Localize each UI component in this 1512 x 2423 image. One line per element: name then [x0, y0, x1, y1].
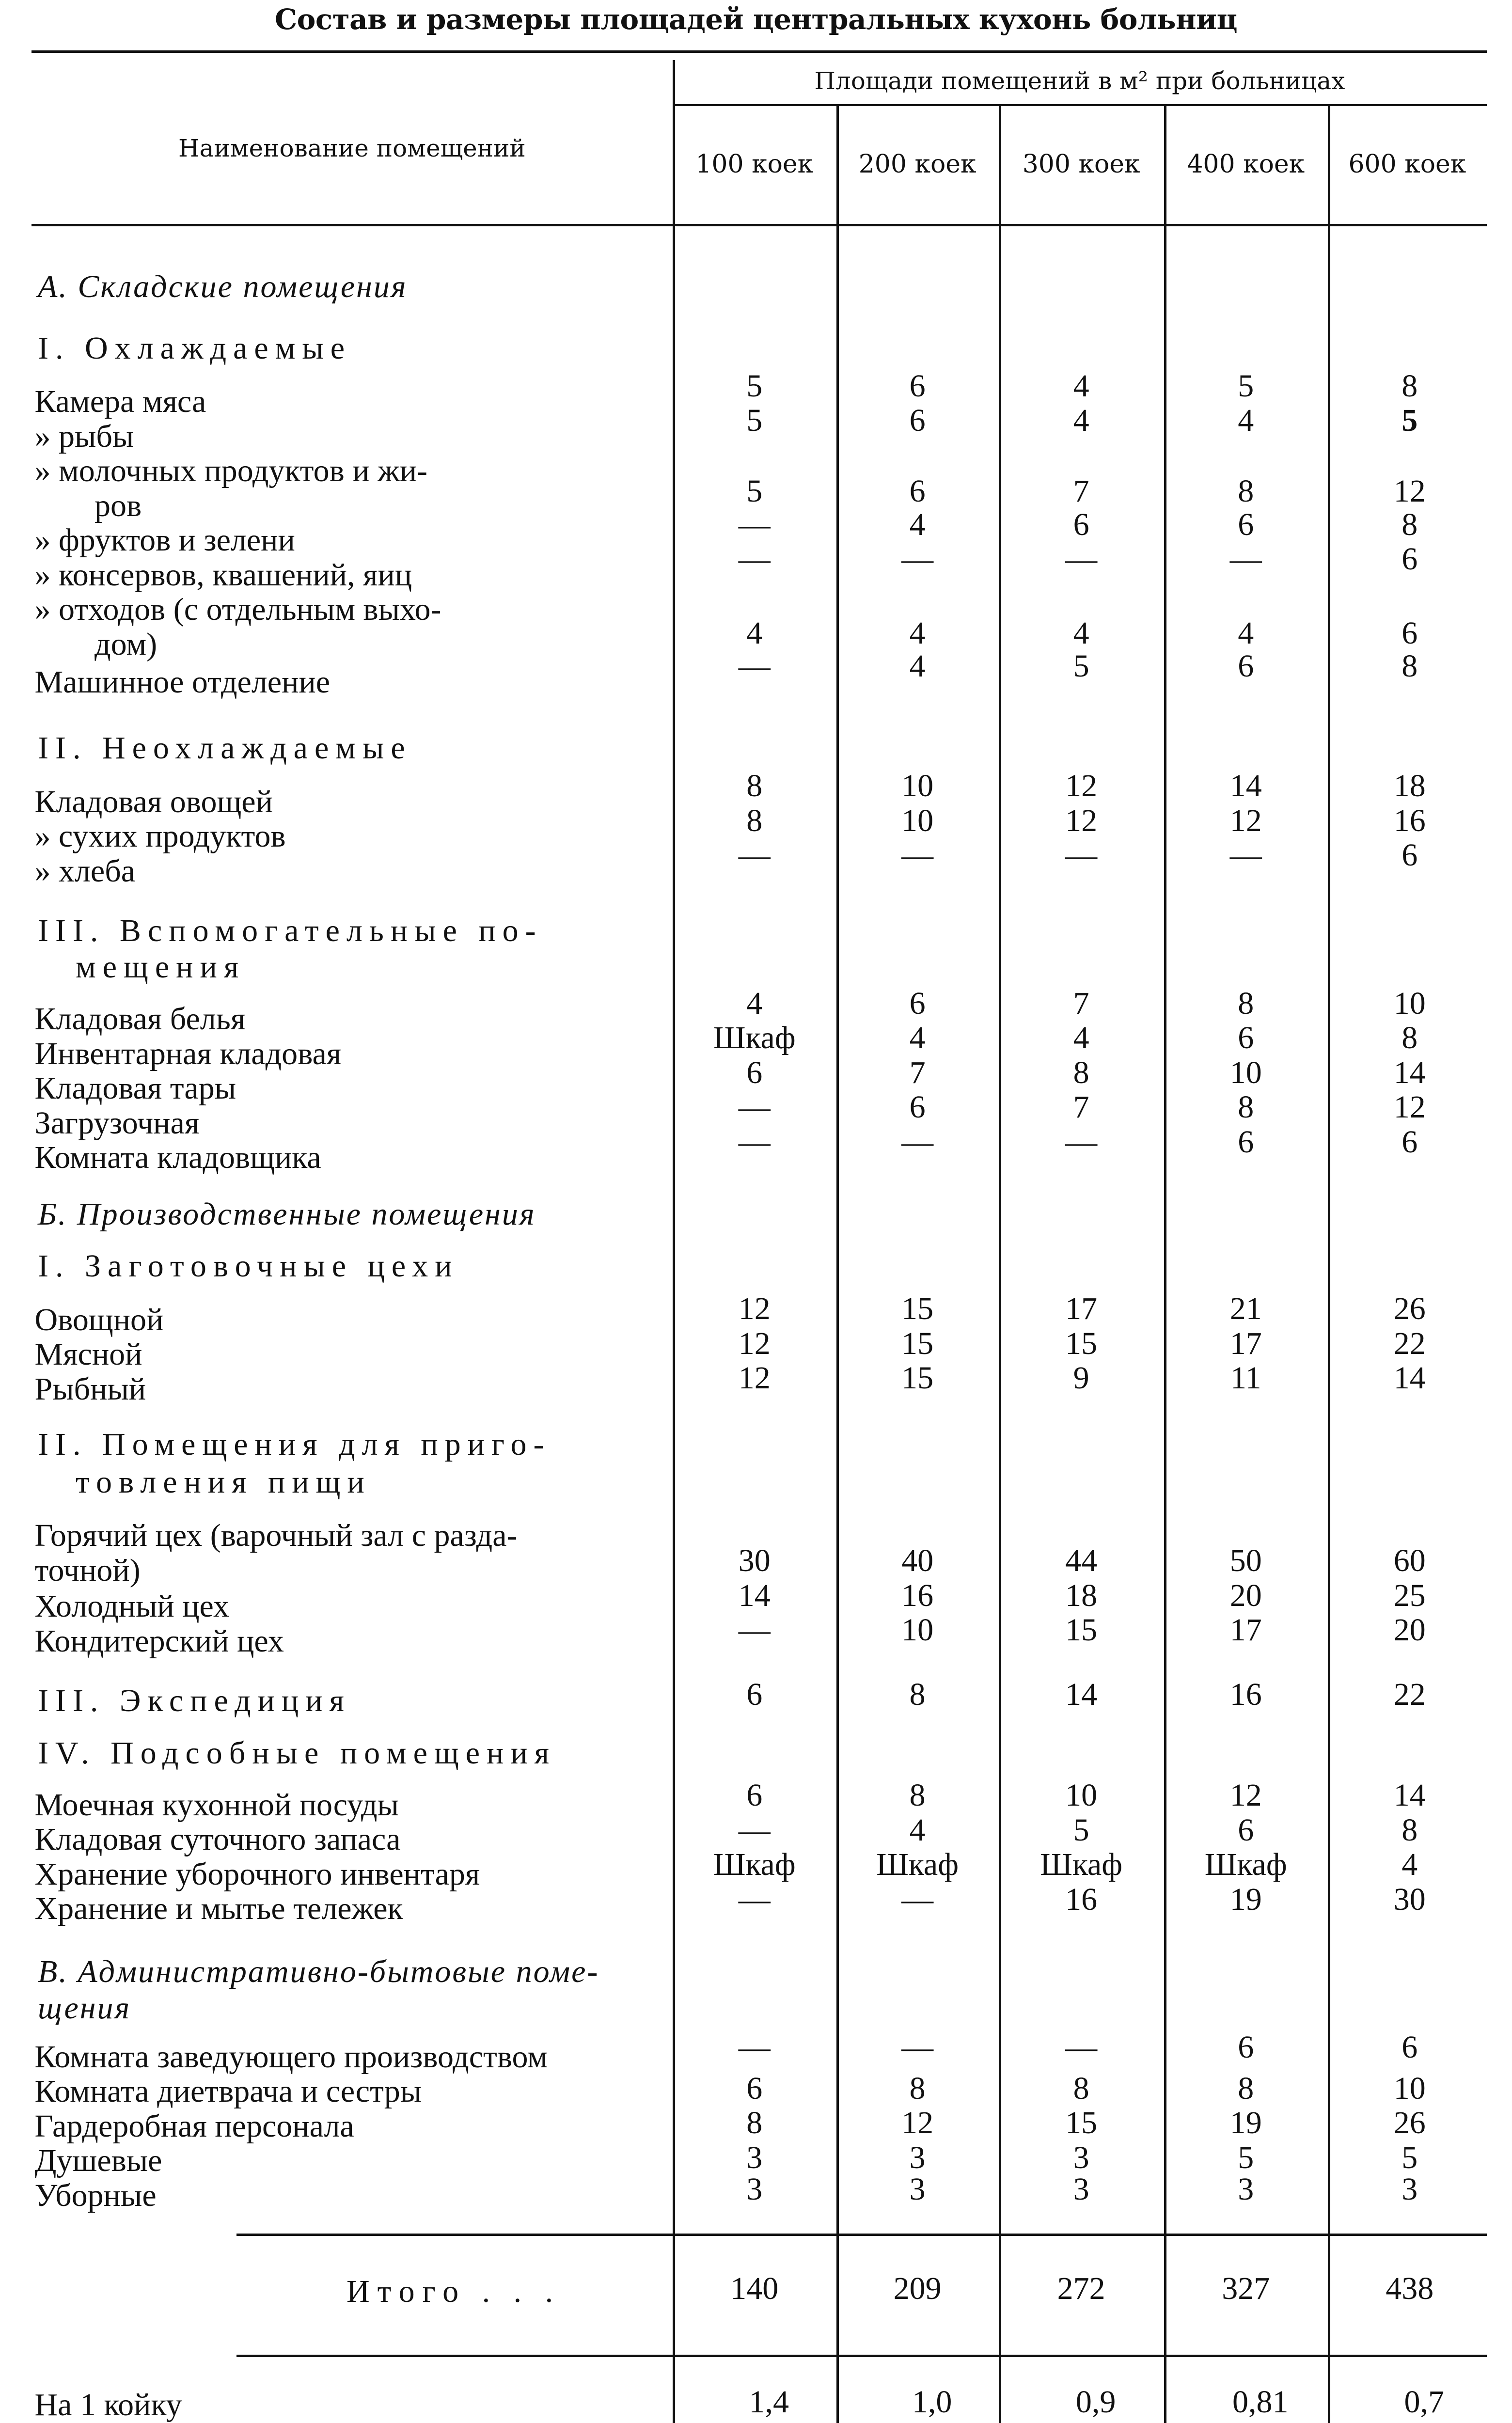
- table-cell: 5: [1402, 403, 1418, 438]
- total-cell: 438: [1386, 2270, 1434, 2306]
- row-label: Комната кладовщика: [34, 1140, 321, 1175]
- table-cell: 5: [1238, 368, 1254, 404]
- row-label: Хранение уборочного инвентаря: [34, 1856, 480, 1892]
- table-cell: 14: [1393, 1360, 1426, 1396]
- table-cell: 18: [1065, 1577, 1098, 1613]
- table-cell: 3: [746, 2140, 763, 2175]
- table-cell: 16: [901, 1577, 934, 1613]
- table-cell: 18: [1393, 768, 1426, 803]
- table-cell: —: [901, 2030, 934, 2065]
- row-label: Хранение и мытье тележек: [34, 1891, 403, 1927]
- header-column-1: 100 коек: [695, 149, 814, 179]
- table-cell: 3: [1238, 2171, 1254, 2207]
- section-heading-b3: III. Экспедиция: [38, 1683, 351, 1719]
- table-cell: 12: [738, 1360, 771, 1396]
- total-rule: [236, 2234, 1487, 2236]
- table-cell: Шкаф: [876, 1847, 959, 1883]
- table-cell: 16: [1229, 1677, 1262, 1713]
- section-heading-b2_2: товления пищи: [76, 1464, 371, 1500]
- row-label: Холодный цех: [34, 1589, 229, 1624]
- table-cell: 21: [1229, 1291, 1262, 1326]
- table-cell: 19: [1229, 2105, 1262, 2141]
- column-rule-4: [1164, 104, 1166, 2423]
- row-label: Кладовая суточного запаса: [34, 1822, 401, 1857]
- table-cell: 20: [1229, 1577, 1262, 1613]
- row-label: ров: [94, 488, 142, 523]
- section-heading-a3_1: III. Вспомогательные по-: [38, 913, 543, 948]
- row-label: Душевые: [34, 2143, 162, 2179]
- total-cell: 140: [730, 2270, 779, 2306]
- table-cell: 4: [746, 615, 763, 651]
- table-cell: 6: [1402, 2030, 1418, 2065]
- table-cell: 5: [746, 403, 763, 438]
- table-cell: 22: [1393, 1325, 1426, 1361]
- table-cell: 5: [1073, 1812, 1089, 1848]
- table-cell: 30: [738, 1543, 771, 1578]
- table-cell: 6: [1402, 1124, 1418, 1160]
- table-cell: 16: [1393, 802, 1426, 838]
- column-rule-3: [999, 104, 1001, 2423]
- row-label: Уборные: [34, 2177, 157, 2213]
- table-cell: 12: [1393, 473, 1426, 509]
- row-label: Кладовая тары: [34, 1070, 236, 1106]
- table-cell: 4: [909, 1020, 926, 1055]
- table-cell: —: [1065, 1124, 1098, 1160]
- table-cell: 4: [746, 985, 763, 1021]
- table-cell: 10: [901, 802, 934, 838]
- table-cell: 14: [1393, 1054, 1426, 1090]
- table-cell: 30: [1393, 1881, 1426, 1917]
- table-cell: —: [901, 837, 934, 873]
- section-heading-a: А. Складские помещения: [38, 268, 408, 304]
- total-cell: 272: [1057, 2270, 1105, 2306]
- table-cell: 8: [1238, 473, 1254, 509]
- table-cell: 4: [1402, 1847, 1418, 1883]
- row-label: Машинное отделение: [34, 664, 331, 700]
- table-cell: 6: [746, 2070, 763, 2106]
- table-cell: 6: [1073, 506, 1089, 542]
- table-cell: 4: [1238, 615, 1254, 651]
- row-label: Кладовая овощей: [34, 784, 273, 819]
- table-cell: 5: [1402, 2140, 1418, 2175]
- row-label: точной): [34, 1552, 141, 1588]
- table-cell: 25: [1393, 1577, 1426, 1613]
- section-heading-b: Б. Производственные помещения: [38, 1196, 536, 1232]
- row-label: Инвентарная кладовая: [34, 1036, 342, 1071]
- row-label: » сухих продуктов: [34, 818, 286, 854]
- table-cell: 12: [738, 1325, 771, 1361]
- table-cell: —: [738, 837, 771, 873]
- section-heading-b2_1: II. Помещения для приго-: [38, 1426, 551, 1462]
- table-cell: —: [738, 1089, 771, 1125]
- row-label: Горячий цех (варочный зал с разда-: [34, 1518, 518, 1553]
- row-label: Кондитерский цех: [34, 1623, 284, 1659]
- table-cell: 8: [909, 1778, 926, 1813]
- table-cell: 12: [1065, 768, 1098, 803]
- table-cell: 14: [738, 1577, 771, 1613]
- column-rule-5: [1328, 104, 1330, 2423]
- table-cell: 12: [738, 1291, 771, 1326]
- row-label: Рыбный: [34, 1371, 146, 1407]
- column-rule-2: [836, 104, 839, 2423]
- section-heading-a2: II. Неохлаждаемые: [38, 730, 412, 766]
- total-cell: 327: [1222, 2270, 1270, 2306]
- table-cell: 8: [1238, 1089, 1254, 1125]
- header-column-5: 600 коек: [1348, 149, 1466, 179]
- column-rule-1: [673, 60, 675, 2423]
- row-label: Кладовая белья: [34, 1001, 246, 1037]
- row-label: » молочных продуктов и жи-: [34, 453, 428, 488]
- table-cell: 15: [901, 1325, 934, 1361]
- table-cell: 22: [1393, 1677, 1426, 1713]
- row-label: Комната заведующего производством: [34, 2039, 548, 2075]
- table-cell: —: [901, 541, 934, 577]
- table-cell: 8: [1402, 648, 1418, 684]
- table-cell: 60: [1393, 1543, 1426, 1578]
- table-cell: 11: [1230, 1360, 1261, 1396]
- row-label: Овощной: [34, 1302, 164, 1337]
- header-column-3: 300 коек: [1022, 149, 1140, 179]
- table-cell: —: [1065, 837, 1098, 873]
- table-cell: 6: [1238, 506, 1254, 542]
- table-cell: 40: [901, 1543, 934, 1578]
- table-cell: 7: [1073, 473, 1089, 509]
- table-cell: —: [901, 1881, 934, 1917]
- section-heading-v_1: В. Административно-бытовые поме-: [38, 1954, 599, 1990]
- table-cell: 6: [909, 403, 926, 438]
- table-cell: —: [738, 1812, 771, 1848]
- table-cell: Шкаф: [713, 1020, 796, 1055]
- table-cell: 14: [1229, 768, 1262, 803]
- header-bottom-rule: [32, 224, 1487, 226]
- per-bed-cell: 1,0: [912, 2384, 952, 2420]
- table-cell: 12: [1065, 802, 1098, 838]
- table-cell: 8: [1402, 506, 1418, 542]
- table-cell: 4: [909, 648, 926, 684]
- header-column-4: 400 коек: [1187, 149, 1305, 179]
- table-cell: 3: [746, 2171, 763, 2207]
- table-cell: 3: [1402, 2171, 1418, 2207]
- table-cell: 8: [909, 1677, 926, 1713]
- section-heading-v_2: щения: [38, 1990, 131, 2026]
- table-cell: 10: [1393, 985, 1426, 1021]
- row-label: Камера мяса: [34, 384, 206, 419]
- table-cell: Шкаф: [1040, 1847, 1122, 1883]
- row-label: дом): [94, 626, 158, 662]
- header-column-2: 200 коек: [858, 149, 976, 179]
- table-cell: 6: [1238, 1124, 1254, 1160]
- header-top-rule: [32, 50, 1487, 53]
- table-cell: 6: [1402, 615, 1418, 651]
- table-cell: 8: [909, 2070, 926, 2106]
- table-cell: 8: [746, 768, 763, 803]
- table-cell: 8: [746, 802, 763, 838]
- table-cell: 6: [1402, 837, 1418, 873]
- table-cell: 6: [909, 473, 926, 509]
- table-cell: —: [738, 1612, 771, 1648]
- row-label: Комната диетврача и сестры: [34, 2074, 422, 2109]
- table-cell: 10: [1229, 1054, 1262, 1090]
- table-cell: 10: [1393, 2070, 1426, 2106]
- table-cell: —: [1229, 837, 1262, 873]
- table-cell: 15: [1065, 2105, 1098, 2141]
- row-label: » консервов, квашений, яиц: [34, 557, 412, 593]
- table-cell: 15: [1065, 1612, 1098, 1648]
- per-bed-rule: [236, 2355, 1487, 2357]
- table-cell: 50: [1229, 1543, 1262, 1578]
- table-cell: —: [738, 1881, 771, 1917]
- row-label: Моечная кухонной посуды: [34, 1787, 399, 1823]
- table-cell: 6: [909, 985, 926, 1021]
- table-cell: 6: [1238, 1020, 1254, 1055]
- table-cell: 3: [1073, 2140, 1089, 2175]
- table-cell: 6: [746, 1778, 763, 1813]
- table-cell: 8: [1238, 985, 1254, 1021]
- row-label: Мясной: [34, 1337, 142, 1372]
- table-cell: 4: [909, 1812, 926, 1848]
- per-bed-label: На 1 койку: [34, 2387, 182, 2423]
- table-cell: 5: [746, 368, 763, 404]
- table-cell: —: [738, 648, 771, 684]
- table-cell: 8: [1073, 1054, 1089, 1090]
- table-title: Состав и размеры площадей центральных кухонь больниц: [275, 3, 1237, 36]
- table-cell: —: [1065, 541, 1098, 577]
- table-cell: 4: [1073, 368, 1089, 404]
- table-cell: 17: [1065, 1291, 1098, 1326]
- table-cell: 12: [1393, 1089, 1426, 1125]
- header-left-label: Наименование помещений: [178, 134, 526, 163]
- table-cell: 6: [909, 1089, 926, 1125]
- table-cell: 20: [1393, 1612, 1426, 1648]
- table-cell: 5: [1238, 2140, 1254, 2175]
- table-cell: 5: [1073, 648, 1089, 684]
- table-cell: 16: [1065, 1881, 1098, 1917]
- per-bed-cell: 1,4: [749, 2384, 789, 2420]
- row-label: » фруктов и зелени: [34, 522, 295, 558]
- table-cell: 6: [746, 1054, 763, 1090]
- table-cell: 17: [1229, 1612, 1262, 1648]
- table-cell: 9: [1073, 1360, 1089, 1396]
- table-cell: 12: [1229, 1778, 1262, 1813]
- table-cell: 10: [901, 768, 934, 803]
- total-label: Итого . . .: [346, 2274, 561, 2309]
- row-label: » отходов (с отдельным выхо-: [34, 592, 441, 627]
- table-cell: 6: [1238, 2030, 1254, 2065]
- table-cell: 19: [1229, 1881, 1262, 1917]
- table-cell: 4: [1073, 615, 1089, 651]
- table-cell: 4: [909, 506, 926, 542]
- table-cell: 4: [909, 615, 926, 651]
- table-cell: —: [1065, 2030, 1098, 2065]
- table-cell: 3: [909, 2171, 926, 2207]
- table-cell: —: [738, 1124, 771, 1160]
- table-cell: 4: [1073, 1020, 1089, 1055]
- row-label: » рыбы: [34, 418, 134, 454]
- table-cell: —: [738, 2030, 771, 2065]
- row-label: Гардеробная персонала: [34, 2108, 354, 2144]
- table-cell: 14: [1065, 1677, 1098, 1713]
- per-bed-cell: 0,7: [1404, 2384, 1444, 2420]
- row-label: Загрузочная: [34, 1105, 200, 1141]
- table-cell: Шкаф: [713, 1847, 796, 1883]
- per-bed-cell: 0,81: [1232, 2384, 1289, 2420]
- table-cell: —: [1229, 541, 1262, 577]
- table-cell: 17: [1229, 1325, 1262, 1361]
- table-cell: 8: [1402, 1020, 1418, 1055]
- header-group-label: Площади помещений в м² при больницах: [814, 66, 1345, 95]
- table-cell: 14: [1393, 1778, 1426, 1813]
- table-cell: 8: [1073, 2070, 1089, 2106]
- table-cell: 6: [746, 1677, 763, 1713]
- table-cell: 10: [901, 1612, 934, 1648]
- section-heading-b1: I. Заготовочные цехи: [38, 1248, 459, 1284]
- table-cell: 26: [1393, 1291, 1426, 1326]
- per-bed-cell: 0,9: [1075, 2384, 1116, 2420]
- section-heading-a3_2: мещения: [76, 949, 246, 985]
- section-heading-a1: I. Охлаждаемые: [38, 330, 352, 366]
- table-cell: 6: [1402, 541, 1418, 577]
- table-cell: —: [901, 1124, 934, 1160]
- table-cell: 26: [1393, 2105, 1426, 2141]
- table-cell: 5: [746, 473, 763, 509]
- table-cell: 12: [1229, 802, 1262, 838]
- table-cell: 6: [909, 368, 926, 404]
- table-cell: 44: [1065, 1543, 1098, 1578]
- table-cell: 7: [909, 1054, 926, 1090]
- table-cell: 10: [1065, 1778, 1098, 1813]
- table-cell: 7: [1073, 985, 1089, 1021]
- table-cell: 3: [909, 2140, 926, 2175]
- table-cell: 8: [1402, 368, 1418, 404]
- table-cell: 15: [901, 1291, 934, 1326]
- section-heading-b4: IV. Подсобные помещения: [38, 1735, 556, 1771]
- table-cell: 12: [901, 2105, 934, 2141]
- table-cell: 3: [1073, 2171, 1089, 2207]
- total-cell: 209: [893, 2270, 942, 2306]
- table-cell: 6: [1238, 1812, 1254, 1848]
- table-cell: Шкаф: [1204, 1847, 1287, 1883]
- table-cell: 6: [1238, 648, 1254, 684]
- table-cell: —: [738, 541, 771, 577]
- table-cell: 8: [1402, 1812, 1418, 1848]
- table-cell: 4: [1238, 403, 1254, 438]
- table-cell: 8: [1238, 2070, 1254, 2106]
- row-label: » хлеба: [34, 853, 136, 889]
- table-cell: 8: [746, 2105, 763, 2141]
- table-cell: 15: [901, 1360, 934, 1396]
- header-group-rule: [673, 104, 1487, 106]
- table-cell: 4: [1073, 403, 1089, 438]
- table-cell: —: [738, 506, 771, 542]
- table-cell: 7: [1073, 1089, 1089, 1125]
- table-cell: 15: [1065, 1325, 1098, 1361]
